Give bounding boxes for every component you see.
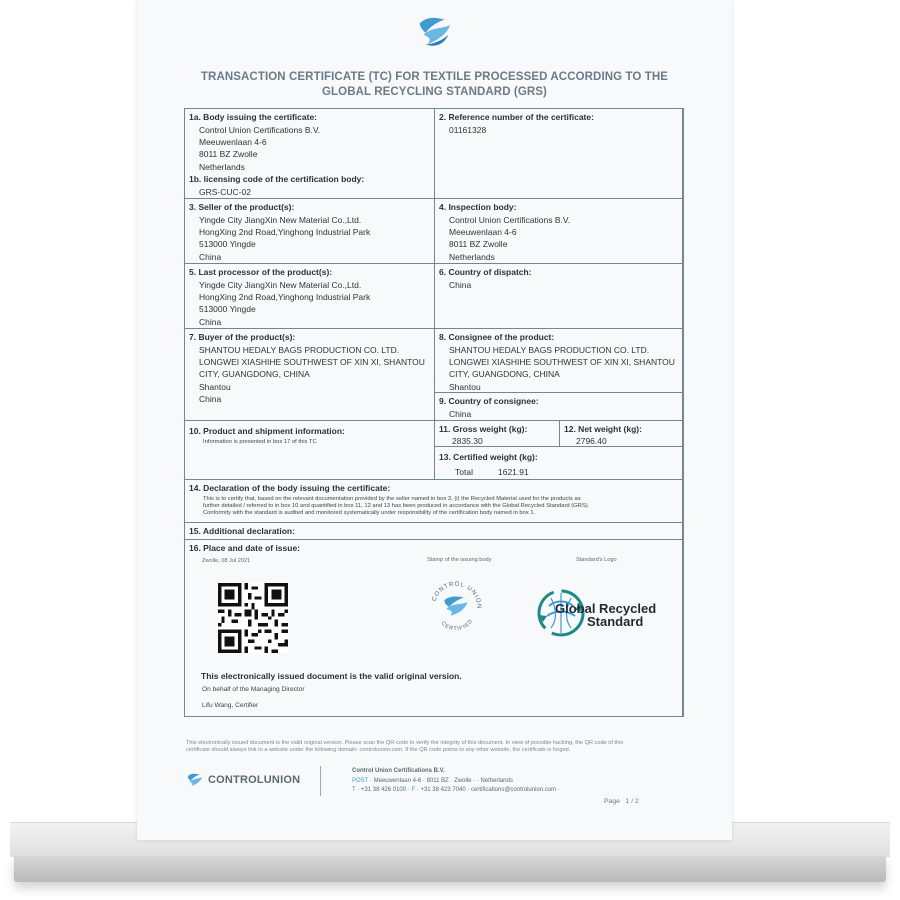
seller-city: 513000 Yingde xyxy=(199,239,256,250)
box-10-label: 10. Product and shipment information: xyxy=(189,426,345,436)
footer-post-line xyxy=(352,777,560,787)
footer-company: Control Union Certifications B.V. xyxy=(352,768,445,774)
certificate-title xyxy=(177,70,692,100)
qr-code[interactable] xyxy=(218,583,288,653)
fax-label: F xyxy=(411,787,416,793)
consignee-city-line: CITY, GUANGDONG, CHINA xyxy=(449,369,560,380)
box-3-seller xyxy=(184,198,435,264)
global-recycled-standard-logo xyxy=(535,580,670,650)
page-value: 1 / 2 xyxy=(625,798,639,805)
box-1a-value xyxy=(199,124,320,173)
inspector-street: Meeuwenlaan 4-6 xyxy=(449,227,517,238)
stamp-top-text: CONTROL UNION xyxy=(430,580,483,610)
box-6-value: China xyxy=(449,280,472,290)
box-4-inspection-body xyxy=(434,198,684,264)
inspector-name: Control Union Certifications B.V. xyxy=(449,215,571,225)
place-date-value: Zwolle, 08 Jul 2021 xyxy=(202,558,251,564)
box-11-label: 11. Gross weight (kg): xyxy=(439,424,528,434)
processor-country: China xyxy=(199,316,222,327)
box-7-buyer xyxy=(184,328,435,421)
box-10-product-info xyxy=(184,420,435,480)
box-14-label: 14. Declaration of the body issuing the certificate: xyxy=(189,483,391,493)
inspector-country: Netherlands xyxy=(449,251,495,262)
box-2-label: 2. Reference number of the certificate: xyxy=(439,112,594,122)
post-label: POST xyxy=(352,777,369,784)
consignee-name: SHANTOU HEDALY BAGS PRODUCTION CO. LTD. xyxy=(449,345,650,355)
box-7-label: 7. Buyer of the product(s): xyxy=(189,332,296,342)
fax-email-value[interactable]: · +31 38 423 7040 · certifications@controlunion.com · xyxy=(415,787,560,793)
footer-divider xyxy=(320,766,321,796)
buyer-name: SHANTOU HEDALY BAGS PRODUCTION CO. LTD. xyxy=(199,345,400,355)
footer-disclaimer xyxy=(186,740,666,755)
box-16-label: 16. Place and date of issue: xyxy=(189,543,301,553)
box-9-value: China xyxy=(449,409,472,419)
box-1b-label: 1b. licensing code of the certification body: xyxy=(189,174,365,184)
disclaimer-line-1: This electronically issued document is the valid original version. Please scan the QR-code to verify the integrity of this document. In view of possible hacking, the QR code of this xyxy=(186,740,624,746)
buyer-country: China xyxy=(199,393,222,404)
seller-country: China xyxy=(199,251,222,262)
issuer-city: 8011 BZ Zwolle xyxy=(199,149,258,160)
box-2-value: 01161328 xyxy=(449,125,487,135)
title-line-1: TRANSACTION CERTIFICATE (TC) FOR TEXTILE PROCESSED ACCORDING TO THE xyxy=(200,71,669,83)
inspector-city: 8011 BZ Zwolle xyxy=(449,239,508,250)
box-8-consignee xyxy=(434,328,684,393)
footer-address xyxy=(352,767,560,796)
box-3-value xyxy=(199,214,370,263)
box-1a-label: 1a. Body issuing the certificate: xyxy=(189,112,318,122)
grs-logo-line-2: Standard xyxy=(587,614,644,629)
box-9-label: 9. Country of consignee: xyxy=(439,396,539,406)
box-13-certified-weight xyxy=(434,446,684,480)
footer-brand-logo xyxy=(186,770,300,790)
processor-city: 513000 Yingde xyxy=(199,304,256,315)
issuer-country: Netherlands xyxy=(199,161,245,172)
behalf-text: On behalf of the Managing Director xyxy=(202,686,305,693)
buyer-street: LONGWEI XIASHIHE SOUTHWEST OF XIN XI, SHANTOU xyxy=(199,357,425,368)
signer-name: Lifu Wang, Certifier xyxy=(202,702,259,709)
stamp-bottom-text: CERTIFIED xyxy=(439,618,475,633)
box-3-label: 3. Seller of the product(s): xyxy=(189,202,295,212)
buyer-city-line: CITY, GUANGDONG, CHINA xyxy=(199,369,310,380)
box-6-country-dispatch xyxy=(434,263,684,329)
disclaimer-line-2: certificate should always link to a website under the following domain: controlunion.com. If the QR code points to any other website, the certificate is forged. xyxy=(186,747,571,754)
phone-value: · +31 38 426 0100 · xyxy=(355,787,412,793)
box-13-value: 1621.91 xyxy=(498,467,529,477)
footer-contact-line xyxy=(352,786,560,796)
logo-caption: Standard's Logo xyxy=(576,557,617,563)
box-12-value: 2796.40 xyxy=(576,436,607,446)
box-9-country-consignee xyxy=(434,392,684,421)
box-4-label: 4. Inspection body: xyxy=(439,202,517,212)
processor-name: Yingde City JiangXin New Material Co.,Ltd. xyxy=(199,280,362,290)
declaration-line-3: Conformity with the standard is audited and monitored systematically under responsibility of the certification body named in box 1. xyxy=(203,510,536,517)
control-union-wave-logo xyxy=(416,12,454,50)
box-5-value xyxy=(199,279,370,328)
stamp-caption: Stamp of the issuing body xyxy=(427,557,492,563)
box-5-last-processor xyxy=(184,263,435,329)
box-10-note: Information is presented in box 17 of this TC xyxy=(203,439,317,445)
box-14-text xyxy=(203,496,589,518)
box-6-label: 6. Country of dispatch: xyxy=(439,267,532,277)
control-union-footer-icon xyxy=(186,771,204,789)
certificate-page xyxy=(137,0,732,840)
buyer-city: Shantou xyxy=(199,381,231,392)
box-14-declaration xyxy=(184,479,684,523)
box-15-label: 15. Additional declaration: xyxy=(189,526,295,536)
box-15-additional-declaration xyxy=(184,522,684,540)
issuer-street: Meeuwenlaan 4-6 xyxy=(199,137,267,148)
grs-logo-line-1: Global Recycled xyxy=(555,601,657,616)
declaration-line-1: This is to certify that, based on the relevant documentation provided by the seller named in box 3, (i) the Recycled Material used for the products as xyxy=(203,496,581,502)
consignee-street: LONGWEI XIASHIHE SOUTHWEST OF XIN XI, SHANTOU xyxy=(449,357,675,368)
phone-label: T xyxy=(352,787,356,793)
box-11-value: 2835.30 xyxy=(452,436,483,446)
post-address: · Meeuwenlaan 4-6 · 8011 BZ · Zwolle · · Netherlands xyxy=(368,777,513,784)
certificate-table xyxy=(184,108,683,717)
box-16-place-date xyxy=(184,539,684,717)
box-12-label: 12. Net weight (kg): xyxy=(564,424,642,434)
box-8-value xyxy=(449,344,675,393)
title-line-2: GLOBAL RECYCLING STANDARD (GRS) xyxy=(321,86,547,98)
box-7-value xyxy=(199,344,425,405)
box-13-label: 13. Certified weight (kg): xyxy=(439,452,538,462)
page-number xyxy=(604,798,639,805)
box-2-reference xyxy=(434,108,684,199)
seller-street: HongXing 2nd Road,Yinghong Industrial Park xyxy=(199,227,371,238)
box-4-value xyxy=(449,214,570,263)
declaration-line-2: further detailed / referred to in box 10 and quantified in box 11, 12 and 13 has been produced in accordance with the Global Recycled Standard (GRS). xyxy=(203,503,590,510)
processor-street: HongXing 2nd Road,Yinghong Industrial Park xyxy=(199,292,371,303)
control-union-certified-stamp xyxy=(425,576,487,638)
shelf-front xyxy=(14,856,886,882)
brand-name: CONTROLUNION xyxy=(208,774,301,786)
page-label: Page xyxy=(604,798,620,805)
box-13-total-label: Total xyxy=(455,467,473,477)
box-1b-value: GRS-CUC-02 xyxy=(199,187,251,197)
svg-text:CERTIFIED xyxy=(440,618,475,632)
issuer-name: Control Union Certifications B.V. xyxy=(199,125,321,135)
seller-name: Yingde City JiangXin New Material Co.,Ltd. xyxy=(199,215,362,225)
consignee-city: Shantou xyxy=(449,381,481,392)
box-8-label: 8. Consignee of the product: xyxy=(439,332,555,342)
box-1-issuing-body xyxy=(184,108,435,199)
box-12-net-weight xyxy=(559,420,684,447)
valid-original-text: This electronically issued document is the valid original version. xyxy=(201,671,462,681)
box-5-label: 5. Last processor of the product(s): xyxy=(189,267,333,277)
box-11-gross-weight xyxy=(434,420,560,447)
